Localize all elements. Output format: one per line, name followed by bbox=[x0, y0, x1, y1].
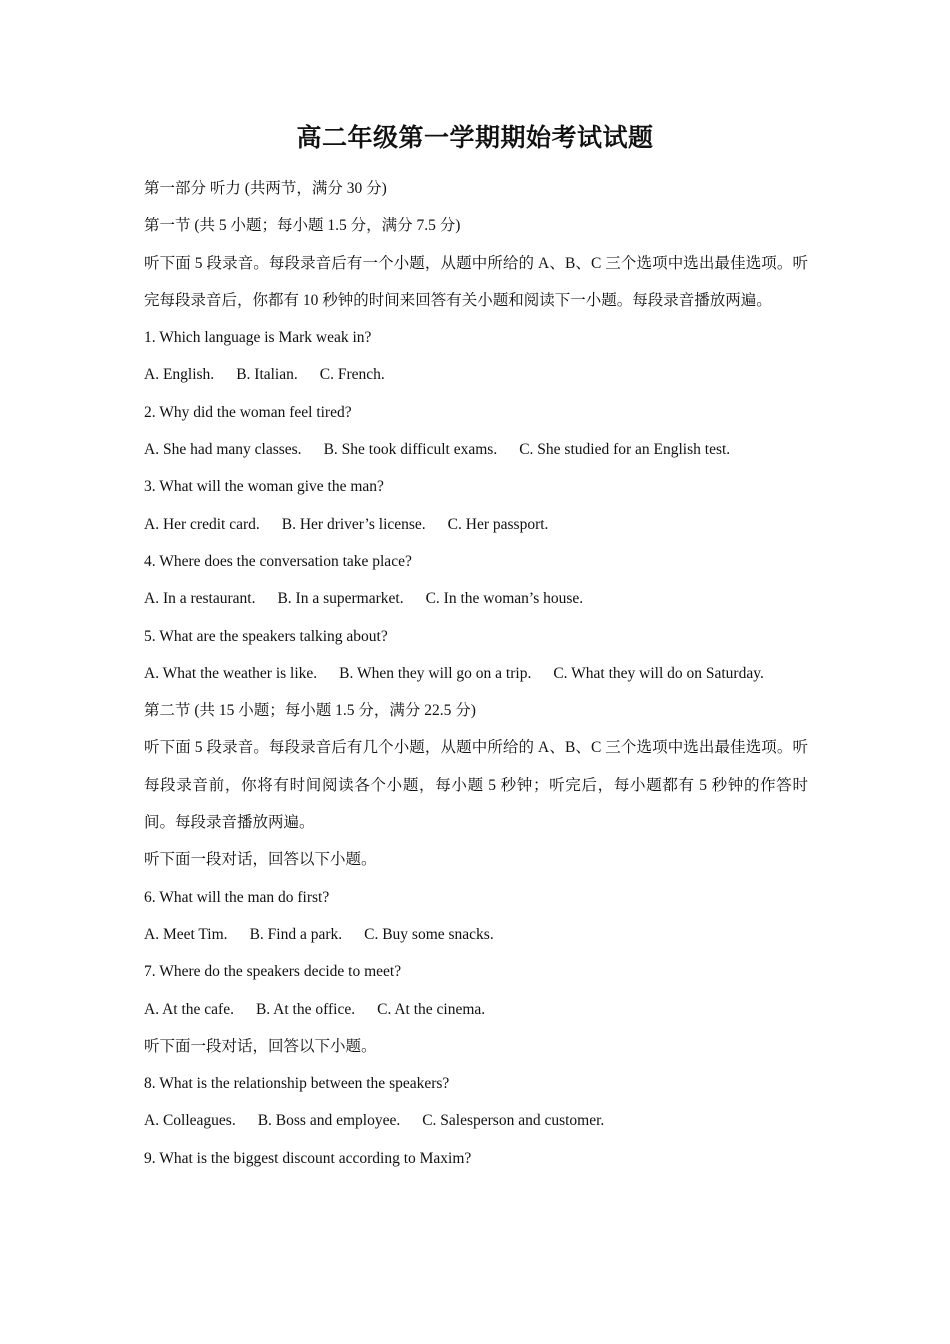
option-b: B. When they will go on a trip. bbox=[339, 664, 532, 682]
option-a: A. She had many classes. bbox=[144, 441, 302, 459]
section2-heading: 第二节 (共 15 小题；每小题 1.5 分，满分 22.5 分) bbox=[144, 702, 476, 720]
section1-instructions: 听下面 5 段录音。每段录音后有一个小题，从题中所给的 A、B、C 三个选项中选出最佳选项。听完每段录音后，你都有 10 秒钟的时间来回答有关小题和阅读下一小题。每段录音播放两遍。 bbox=[144, 254, 808, 309]
part1-heading: 第一部分 听力 (共两节，满分 30 分) bbox=[144, 180, 387, 197]
question-3: 3. What will the woman give the man? bbox=[144, 478, 384, 496]
option-a: A. Meet Tim. bbox=[144, 925, 228, 943]
question-2: 2. Why did the woman feel tired? bbox=[144, 403, 352, 421]
question-6-options bbox=[144, 916, 808, 953]
option-a: A. English. bbox=[144, 366, 215, 384]
option-a: A. Colleagues. bbox=[144, 1112, 236, 1130]
option-c: C. French. bbox=[319, 366, 385, 384]
option-b: B. Her driver’s license. bbox=[281, 515, 426, 533]
option-b: B. She took difficult exams. bbox=[323, 441, 498, 459]
section1-heading: 第一节 (共 5 小题；每小题 1.5 分，满分 7.5 分) bbox=[144, 217, 461, 235]
option-a: A. In a restaurant. bbox=[144, 590, 256, 608]
option-a: A. Her credit card. bbox=[144, 515, 260, 533]
question-1-options bbox=[144, 356, 808, 393]
option-b: B. At the office. bbox=[255, 1000, 356, 1018]
exam-content bbox=[144, 170, 808, 1177]
option-c: C. What they will do on Saturday. bbox=[553, 664, 764, 682]
option-c: C. At the cinema. bbox=[377, 1000, 486, 1018]
option-b: B. Find a park. bbox=[249, 925, 343, 943]
page-title: 高二年级第一学期期始考试试题 bbox=[296, 123, 654, 152]
question-7-options bbox=[144, 991, 808, 1028]
question-4: 4. Where does the conversation take place? bbox=[144, 552, 412, 570]
option-c: C. Salesperson and customer. bbox=[422, 1112, 605, 1130]
question-8-options bbox=[144, 1102, 808, 1139]
question-7: 7. Where do the speakers decide to meet? bbox=[144, 963, 402, 981]
question-1: 1. Which language is Mark weak in? bbox=[144, 329, 372, 347]
option-b: B. Italian. bbox=[236, 366, 298, 384]
question-4-options bbox=[144, 580, 808, 617]
question-5-options bbox=[144, 655, 808, 692]
option-a: A. What the weather is like. bbox=[144, 664, 318, 682]
question-2-options bbox=[144, 431, 808, 468]
section2-instructions: 听下面 5 段录音。每段录音后有几个小题，从题中所给的 A、B、C 三个选项中选出最佳选项。听每段录音前，你将有时间阅读各个小题，每小题 5 秒钟；听完后，每小题都有 5 秒钟的作答时间。每段录音播放两遍。 bbox=[144, 739, 808, 832]
question-3-options bbox=[144, 506, 808, 543]
option-c: C. Buy some snacks. bbox=[364, 925, 494, 943]
question-6: 6. What will the man do first? bbox=[144, 888, 330, 906]
question-5: 5. What are the speakers talking about? bbox=[144, 627, 388, 645]
option-b: B. In a supermarket. bbox=[277, 590, 404, 608]
option-c: C. She studied for an English test. bbox=[519, 441, 731, 459]
option-c: C. In the woman’s house. bbox=[425, 590, 584, 608]
question-9: 9. What is the biggest discount according to Maxim? bbox=[144, 1149, 472, 1167]
option-c: C. Her passport. bbox=[447, 515, 549, 533]
option-b: B. Boss and employee. bbox=[257, 1112, 401, 1130]
dialog-intro: 听下面一段对话，回答以下小题。 bbox=[144, 1037, 377, 1055]
question-8: 8. What is the relationship between the speakers? bbox=[144, 1075, 450, 1093]
dialog-intro: 听下面一段对话，回答以下小题。 bbox=[144, 851, 377, 869]
option-a: A. At the cafe. bbox=[144, 1000, 234, 1018]
